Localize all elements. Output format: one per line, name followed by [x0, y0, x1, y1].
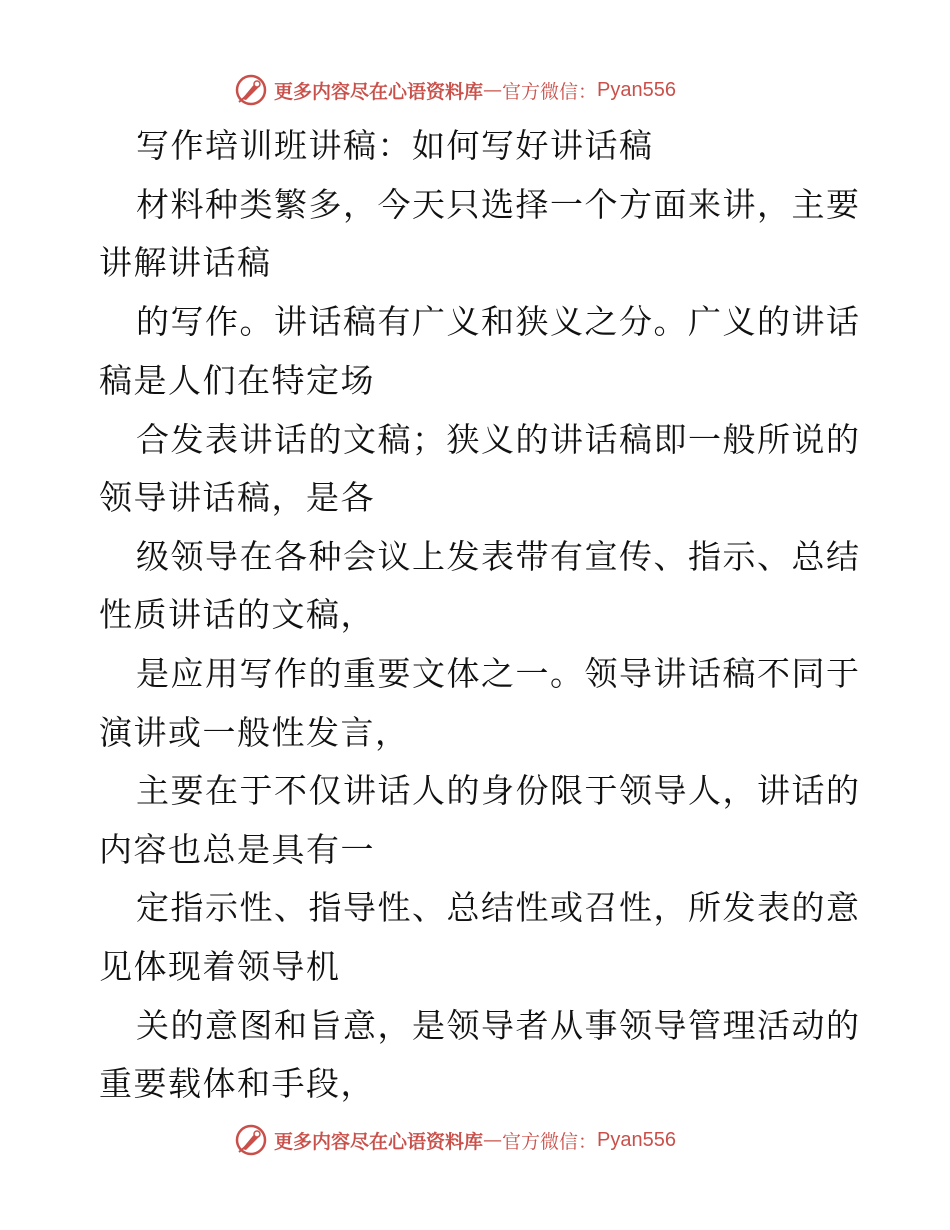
document-title: 写作培训班讲稿：如何写好讲话稿	[136, 126, 654, 165]
banner-separator: —	[483, 79, 503, 101]
paragraph-line: 领导讲话稿，是各	[99, 478, 375, 517]
banner-wechat-id: Pyan556	[597, 1128, 676, 1151]
paragraph-line: 演讲或一般性发言，	[99, 713, 410, 752]
paragraph-line: 材料种类繁多，今天只选择一个方面来讲，主要	[136, 185, 861, 224]
paragraph-line: 见体现着领导机	[99, 947, 341, 986]
banner-wechat-id: Pyan556	[597, 78, 676, 101]
banner-brand-text: 更多内容尽在心语资料库	[274, 80, 484, 103]
paragraph-line: 内容也总是具有一	[99, 830, 375, 869]
paragraph-line: 的写作。讲话稿有广义和狭义之分。广义的讲话	[136, 302, 861, 341]
banner-separator: —	[483, 1129, 503, 1151]
header-banner	[234, 70, 676, 110]
paragraph-line: 关的意图和旨意，是领导者从事领导管理活动的	[136, 1006, 861, 1045]
paragraph-line: 级领导在各种会议上发表带有宣传、指示、总结	[136, 537, 861, 576]
paragraph-line: 合发表讲话的文稿；狭义的讲话稿即一般所说的	[136, 420, 861, 459]
paragraph-line: 是应用写作的重要文体之一。领导讲话稿不同于	[136, 654, 861, 693]
banner-wechat-label: 官方微信：	[502, 80, 598, 103]
pen-nib-logo-icon	[234, 73, 268, 107]
paragraph-line: 性质讲话的文稿，	[99, 595, 375, 634]
banner-wechat-label: 官方微信：	[502, 1130, 598, 1153]
paragraph-line: 稿是人们在特定场	[99, 361, 375, 400]
paragraph-line: 讲解讲话稿	[99, 243, 272, 282]
footer-banner	[234, 1120, 676, 1160]
paragraph-line: 主要在于不仅讲话人的身份限于领导人，讲话的	[136, 771, 861, 810]
pen-nib-logo-icon	[234, 1123, 268, 1157]
banner-brand-text: 更多内容尽在心语资料库	[274, 1130, 484, 1153]
paragraph-line: 重要载体和手段，	[99, 1064, 375, 1103]
paragraph-line: 定指示性、指导性、总结性或召性，所发表的意	[136, 888, 861, 927]
